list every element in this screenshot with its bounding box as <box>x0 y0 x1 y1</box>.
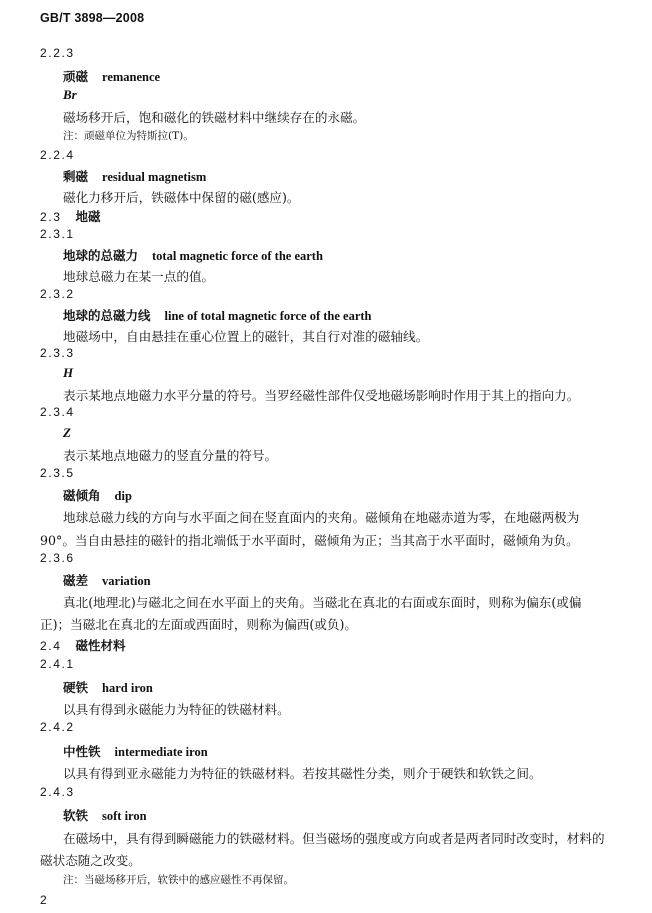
page-number: 2 <box>40 893 47 907</box>
clause-number: 2.3.6 <box>40 551 75 565</box>
clause-number: 2.4.2 <box>40 720 75 734</box>
term-cn: 剩磁 <box>63 169 89 184</box>
definition: 磁化力移开后，铁磁体中保留的磁(感应)。 <box>63 190 300 205</box>
section-title: 磁性材料 <box>75 638 126 653</box>
definition: 以具有得到亚永磁能力为特征的铁磁材料。若按其磁性分类，则介于硬铁和软铁之间。 <box>63 766 542 781</box>
section-heading <box>40 207 101 225</box>
term-heading <box>63 246 323 264</box>
section-title: 地磁 <box>75 209 101 224</box>
term-heading <box>63 67 160 85</box>
clause-number: 2.2.3 <box>40 46 75 60</box>
definition-line: 正)；当磁北在真北的左面或西面时，则称为偏西(或负)。 <box>40 617 357 632</box>
clause-number: 2.3.3 <box>40 346 75 360</box>
section-heading <box>40 636 126 654</box>
note: 注：顽磁单位为特斯拉(T)。 <box>63 130 194 142</box>
term-en: hard iron <box>102 681 153 695</box>
term-heading <box>63 167 206 185</box>
term-symbol: H <box>63 365 74 380</box>
definition: 地球总磁力在某一点的值。 <box>63 269 215 284</box>
standard-header: GB/T 3898—2008 <box>40 11 145 25</box>
definition: 以具有得到永磁能力为特征的铁磁材料。 <box>63 702 290 717</box>
term-en: total magnetic force of the earth <box>152 249 323 263</box>
term-heading <box>63 742 208 760</box>
term-cn: 软铁 <box>63 808 89 823</box>
definition-line: 磁状态随之改变。 <box>40 853 141 868</box>
clause-number: 2.3.2 <box>40 287 75 301</box>
clause-number: 2.3.5 <box>40 466 75 480</box>
section-number: 2.4 <box>40 639 62 653</box>
clause-number: 2.4.1 <box>40 657 75 671</box>
term-en: intermediate iron <box>114 745 208 759</box>
term-en: residual magnetism <box>102 170 207 184</box>
term-heading <box>63 571 151 589</box>
clause-number: 2.4.3 <box>40 785 75 799</box>
definition: 磁场移开后，饱和磁化的铁磁材料中继续存在的永磁。 <box>63 110 366 125</box>
definition-line: 在磁场中，具有得到瞬磁能力的铁磁材料。但当磁场的强度或方向或者是两者同时改变时，材料的 <box>63 831 605 846</box>
term-symbol: Z <box>63 425 71 440</box>
term-cn: 地球的总磁力 <box>63 248 139 263</box>
term-cn: 中性铁 <box>63 744 101 759</box>
clause-number: 2.3.4 <box>40 405 75 419</box>
term-en: remanence <box>102 70 161 84</box>
term-cn: 地球的总磁力线 <box>63 308 151 323</box>
definition: 表示某地点地磁力的竖直分量的符号。 <box>63 448 278 463</box>
clause-number: 2.3.1 <box>40 227 75 241</box>
term-en: dip <box>114 489 132 503</box>
term-heading <box>63 678 153 696</box>
definition: 地磁场中，自由悬挂在重心位置上的磁针，其自行对准的磁轴线。 <box>63 329 429 344</box>
term-cn: 磁倾角 <box>63 488 101 503</box>
term-symbol <box>63 87 77 103</box>
term-cn: 磁差 <box>63 573 89 588</box>
clause-number: 2.2.4 <box>40 148 75 162</box>
term-cn: 顽磁 <box>63 69 89 84</box>
term-en: variation <box>102 574 151 588</box>
term-en: line of total magnetic force of the earth <box>164 309 372 323</box>
term-en: soft iron <box>102 809 147 823</box>
section-number: 2.3 <box>40 210 62 224</box>
definition: 表示某地点地磁力水平分量的符号。当罗经磁性部件仅受地磁场影响时作用于其上的指向力。 <box>63 388 580 403</box>
definition-line: 真北(地理北)与磁北之间在水平面上的夹角。当磁北在真北的右面或东面时，则称为偏东(或偏 <box>63 595 582 610</box>
term-heading <box>63 806 147 824</box>
term-cn: 硬铁 <box>63 680 89 695</box>
note: 注：当磁场移开后，软铁中的感应磁性不再保留。 <box>63 874 294 886</box>
term-heading <box>63 486 132 504</box>
symbol-text: Br <box>63 87 77 102</box>
definition-line: 90°。当自由悬挂的磁针的指北端低于水平面时，磁倾角为正；当其高于水平面时，磁倾角为负。 <box>40 533 579 548</box>
term-heading <box>63 306 372 324</box>
definition-line: 地球总磁力线的方向与水平面之间在竖直面内的夹角。磁倾角在地磁赤道为零，在地磁两极为 <box>63 510 580 525</box>
